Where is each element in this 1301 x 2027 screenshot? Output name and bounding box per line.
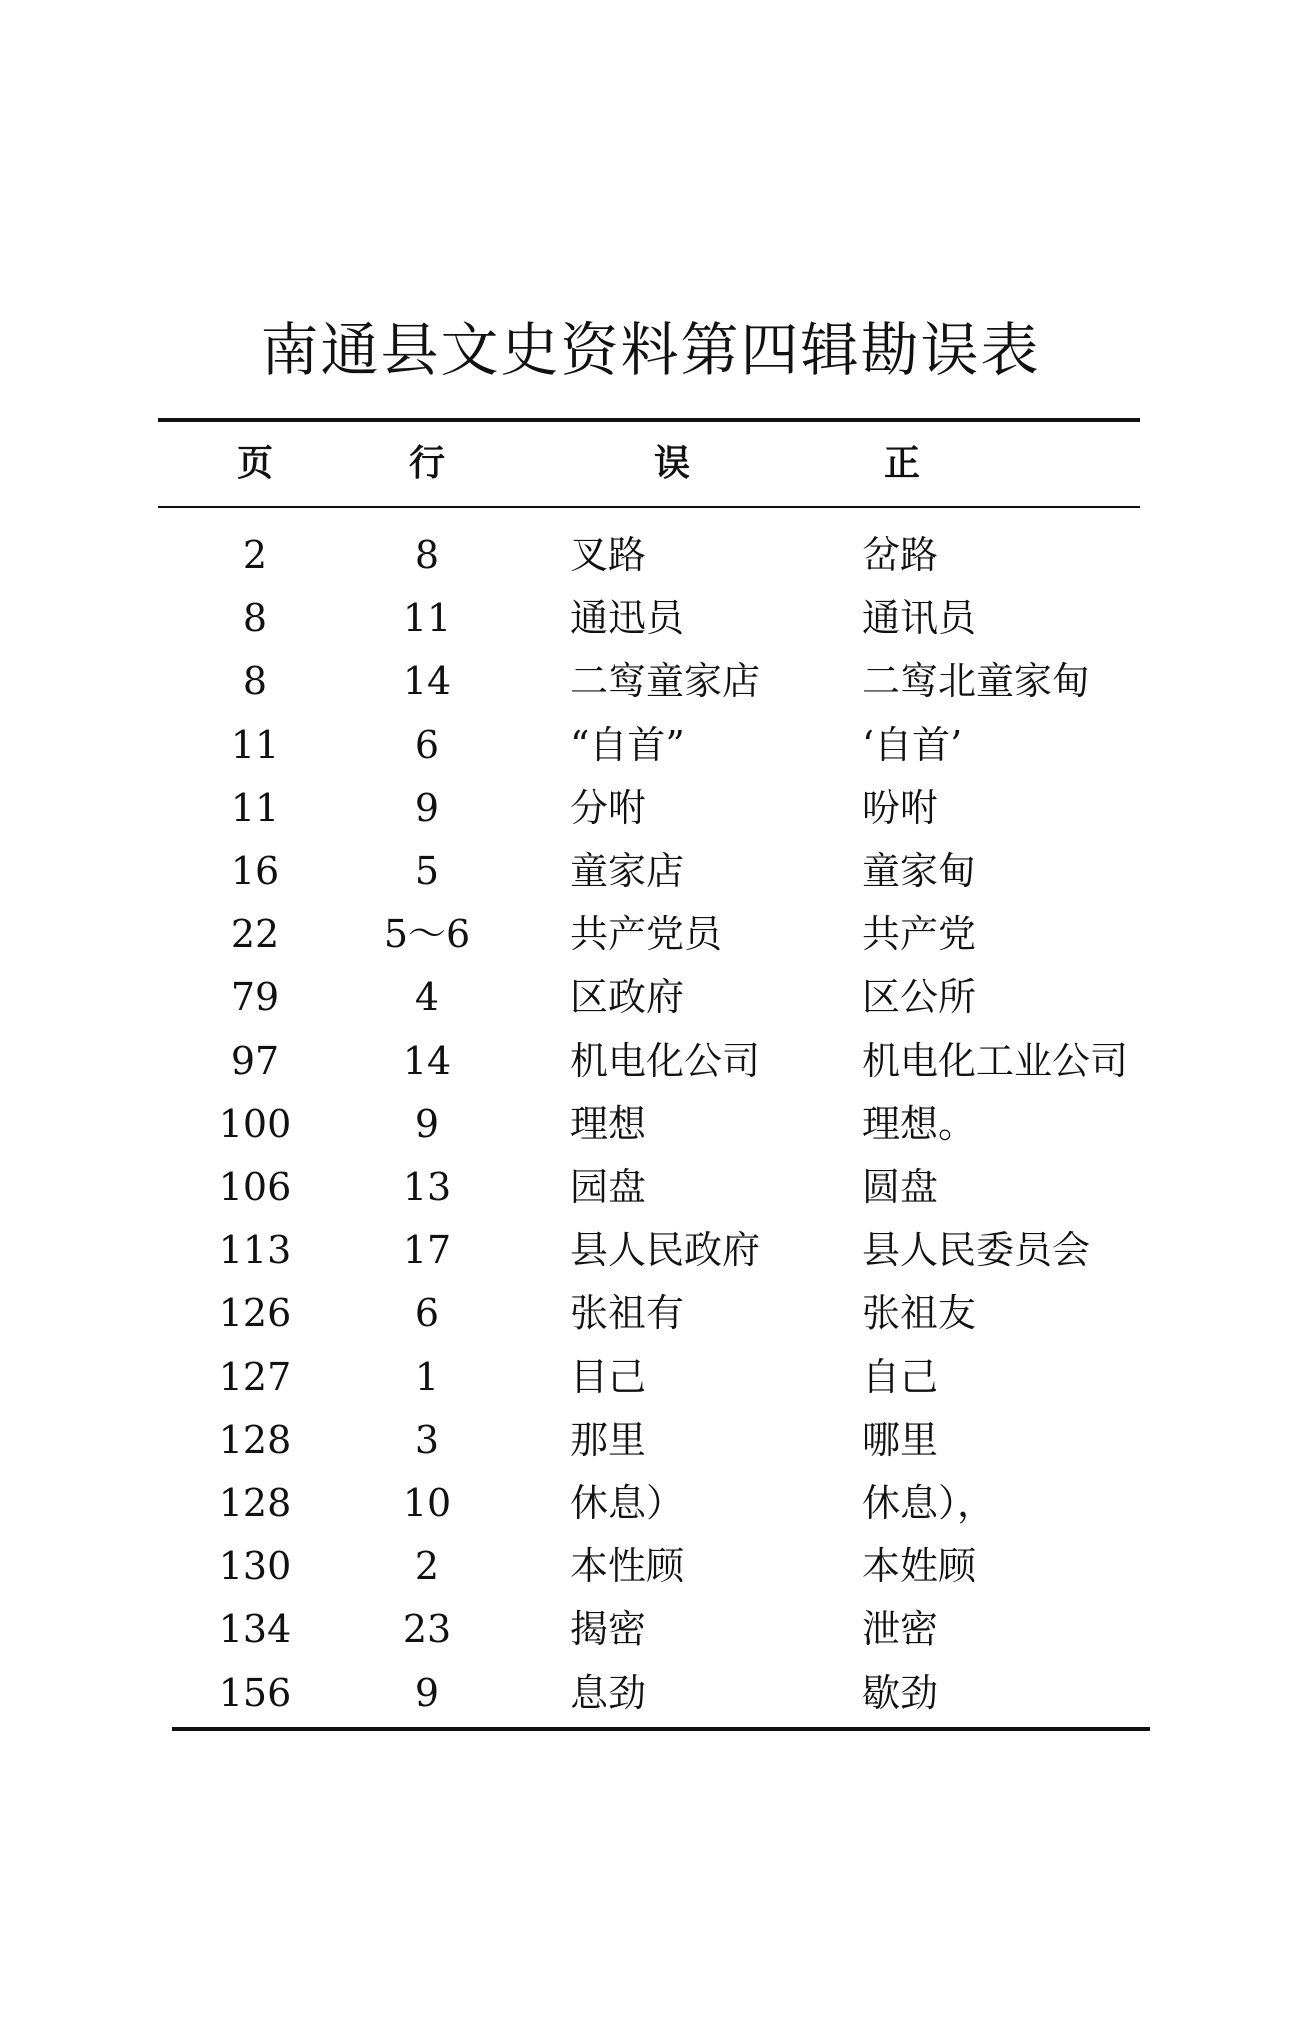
- line-number: 14: [402, 1039, 452, 1083]
- line-number: 1: [414, 1355, 440, 1399]
- wrong-text: 童家店: [570, 849, 685, 893]
- wrong-text: 园盘: [570, 1165, 647, 1209]
- page-number: 126: [218, 1291, 292, 1335]
- line-number: 13: [402, 1165, 452, 1209]
- bottom-rule: [172, 1727, 1150, 1731]
- header-page: 页: [236, 442, 273, 484]
- correct-text: 张祖友: [862, 1291, 977, 1335]
- line-number: 5～6: [383, 912, 471, 956]
- wrong-text: 那里: [570, 1418, 647, 1462]
- correct-text: 县人民委员会: [862, 1228, 1091, 1272]
- line-number: 6: [414, 1291, 440, 1335]
- page-number: 11: [230, 723, 280, 767]
- line-number: 11: [402, 596, 452, 640]
- correct-text: 区公所: [862, 975, 977, 1019]
- wrong-text: 机电化公司: [570, 1039, 761, 1083]
- correct-text: 童家甸: [862, 849, 977, 893]
- line-number: 5: [414, 849, 440, 893]
- line-number: 9: [414, 1102, 440, 1146]
- correct-text: 通讯员: [862, 596, 977, 640]
- correct-text: 自己: [862, 1355, 939, 1399]
- page-number: 11: [230, 786, 280, 830]
- correct-text: 机电化工业公司: [862, 1039, 1129, 1083]
- line-number: 9: [414, 786, 440, 830]
- page-number: 156: [218, 1671, 292, 1715]
- line-number: 3: [414, 1418, 440, 1462]
- line-number: 23: [402, 1607, 452, 1651]
- wrong-text: 张祖有: [570, 1291, 685, 1335]
- page-title: 南通县文史资料第四辑勘误表: [260, 316, 1041, 384]
- correct-text: 休息），: [862, 1481, 996, 1525]
- wrong-text: 共产党员: [570, 912, 723, 956]
- top-rule: [158, 418, 1140, 422]
- correct-text: 本姓顾: [862, 1544, 977, 1588]
- wrong-text: 本性顾: [570, 1544, 685, 1588]
- page-number: 128: [218, 1481, 292, 1525]
- wrong-text: 叉路: [570, 533, 647, 577]
- page-number: 106: [218, 1165, 292, 1209]
- wrong-text: “自首”: [570, 723, 685, 767]
- page-number: 113: [218, 1228, 292, 1272]
- page-number: 8: [242, 659, 268, 703]
- header-rule: [158, 506, 1140, 508]
- page-number: 100: [218, 1102, 292, 1146]
- correct-text: 二窎北童家甸: [862, 659, 1091, 703]
- wrong-text: 理想: [570, 1102, 647, 1146]
- line-number: 17: [402, 1228, 452, 1272]
- wrong-text: 县人民政府: [570, 1228, 761, 1272]
- wrong-text: 息劲: [570, 1671, 647, 1715]
- header-right: 正: [883, 442, 920, 484]
- page-number: 16: [230, 849, 280, 893]
- page-number: 8: [242, 596, 268, 640]
- correct-text: 岔路: [862, 533, 939, 577]
- wrong-text: 休息）: [570, 1481, 685, 1525]
- line-number: 4: [414, 975, 440, 1019]
- wrong-text: 分咐: [570, 786, 647, 830]
- correct-text: 哪里: [862, 1418, 939, 1462]
- page-number: 130: [218, 1544, 292, 1588]
- correct-text: 共产党: [862, 912, 977, 956]
- page-number: 128: [218, 1418, 292, 1462]
- wrong-text: 揭密: [570, 1607, 647, 1651]
- line-number: 10: [402, 1481, 452, 1525]
- line-number: 2: [414, 1544, 440, 1588]
- page-number: 22: [230, 912, 280, 956]
- line-number: 14: [402, 659, 452, 703]
- correct-text: 泄密: [862, 1607, 939, 1651]
- correct-text: ‘自首’: [862, 723, 963, 767]
- wrong-text: 目己: [570, 1355, 647, 1399]
- correct-text: 歇劲: [862, 1671, 939, 1715]
- correct-text: 吩咐: [862, 786, 939, 830]
- page-number: 79: [230, 975, 280, 1019]
- line-number: 9: [414, 1671, 440, 1715]
- page-number: 97: [230, 1039, 280, 1083]
- page-number: 134: [218, 1607, 292, 1651]
- line-number: 8: [414, 533, 440, 577]
- page-number: 2: [242, 533, 268, 577]
- header-line: 行: [408, 442, 445, 484]
- correct-text: 圆盘: [862, 1165, 939, 1209]
- wrong-text: 区政府: [570, 975, 685, 1019]
- page-number: 127: [218, 1355, 292, 1399]
- line-number: 6: [414, 723, 440, 767]
- wrong-text: 通迅员: [570, 596, 685, 640]
- header-wrong: 误: [653, 442, 690, 484]
- correct-text: 理想。: [862, 1102, 977, 1146]
- wrong-text: 二窎童家店: [570, 659, 761, 703]
